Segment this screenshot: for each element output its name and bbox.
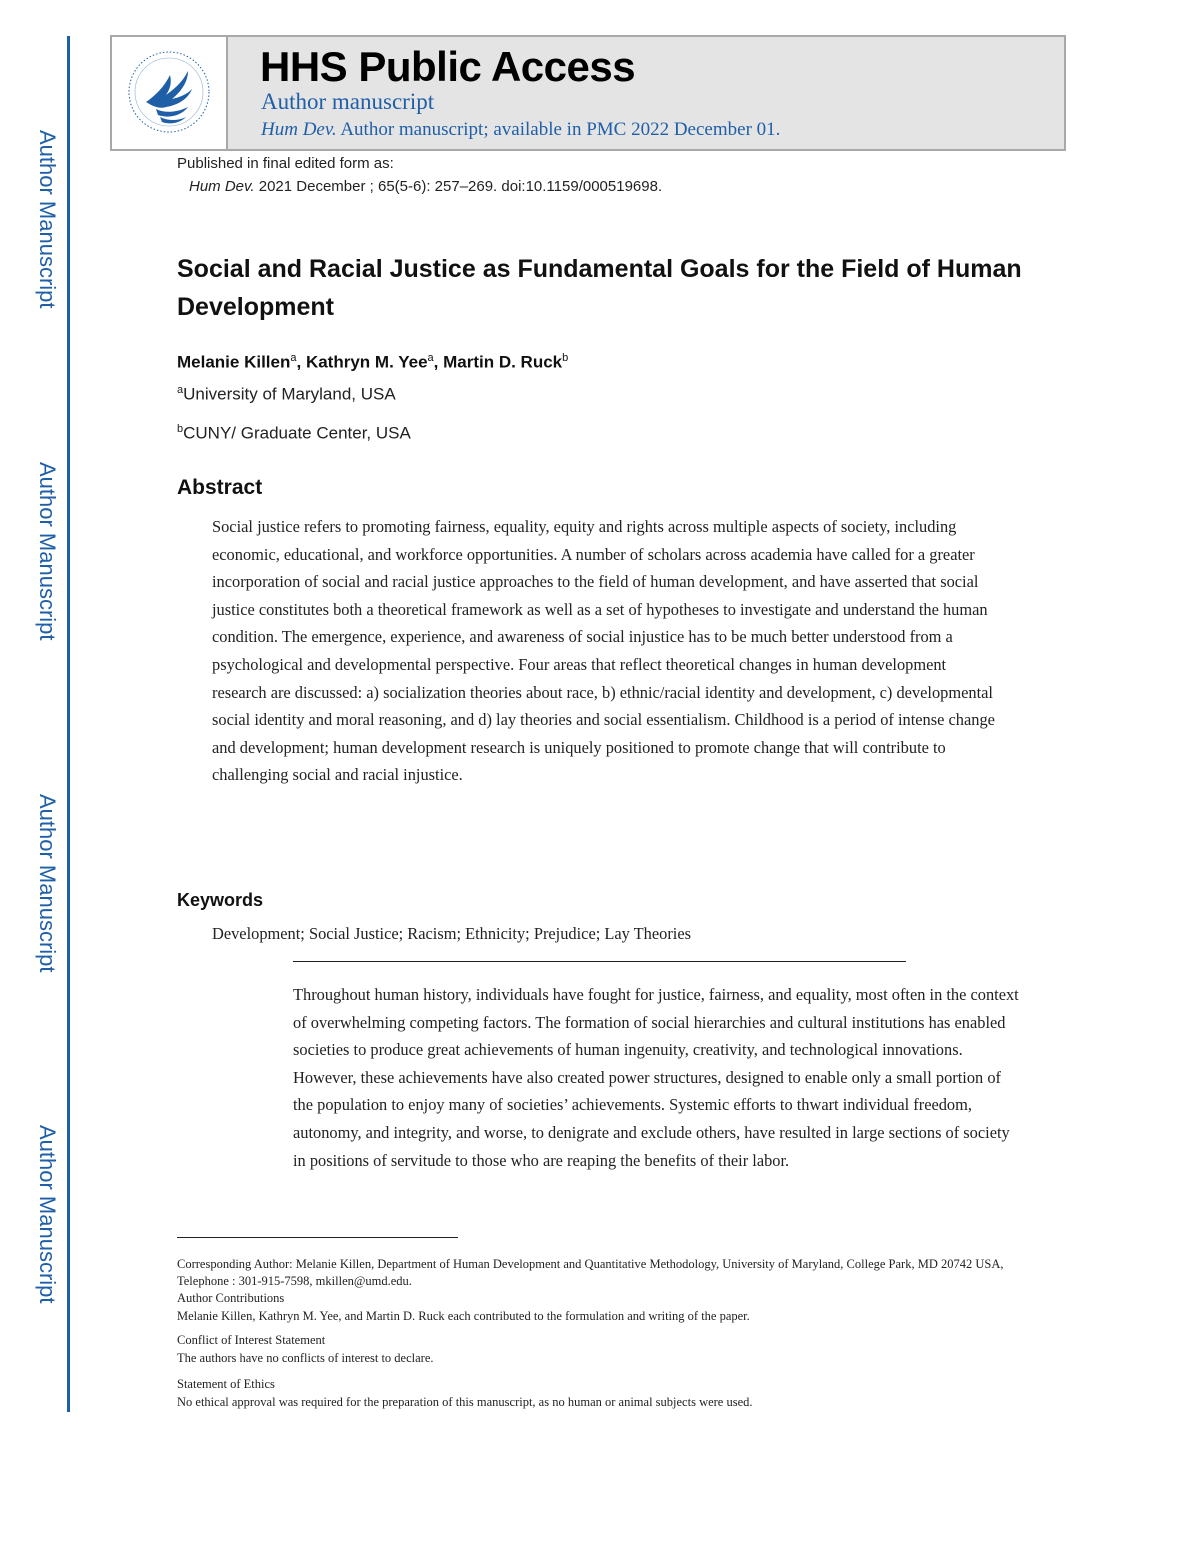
abstract-text: Social justice refers to promoting fairness, equality, equity and rights across multiple aspects of society, including economic, educational, and workforce opportunities. A number of scholars across academia have called for a greater incorporation of social and racial justice approaches to the field of human development, and have asserted that social justice constitutes both a theoretical framework as well as a set of hypotheses to investigate and understand the human condition. The emergence, experience, and awareness of social injustice has to be much better understood from a psychological and developmental perspective. Four areas that reflect theoretical changes in human development research are discussed: a) socialization theories about race, b) ethnic/racial identity and development, c) developmental social identity and moral reasoning, and d) lay theories and social essentialism. Childhood is a period of intense change and development; human development research is uniquely positioned to promote change that will contribute to challenging social and racial injustice. <box>212 517 995 785</box>
citation-journal: Hum Dev. <box>189 178 255 195</box>
conflict-note: The authors have no conflicts of interest to declare. <box>177 1351 434 1365</box>
ethics-heading: Statement of Ethics <box>177 1377 275 1391</box>
author-list <box>177 352 568 373</box>
author-name: Martin D. Ruck <box>443 352 563 372</box>
affiliation-mark: b <box>177 423 184 435</box>
affiliation-mark: b <box>562 352 569 364</box>
contributions-heading: Author Contributions <box>177 1291 285 1305</box>
abstract-heading: Abstract <box>177 476 263 499</box>
author-name: Kathryn M. Yee <box>305 352 428 372</box>
contributions-note: Melanie Killen, Kathryn M. Yee, and Martin D. Ruck each contributed to the formulation and writing of the paper. <box>177 1309 750 1323</box>
keywords-heading: Keywords <box>177 890 264 910</box>
hhs-title: HHS Public Access <box>260 43 636 90</box>
manuscript-label: Author manuscript <box>261 89 435 114</box>
hhs-eagle-seal-icon <box>126 47 212 137</box>
paper-title: Social and Racial Justice as Fundamental Goals for the Field of Human Development <box>177 255 1022 321</box>
section-divider <box>293 961 906 962</box>
citation-details: 2021 December ; 65(5-6): 257–269. doi:10.1159/000519698. <box>254 178 663 195</box>
journal-name: Hum Dev. <box>261 119 337 140</box>
affiliation-mark: a <box>427 352 434 364</box>
ethics-note: No ethical approval was required for the preparation of this manuscript, as no human or animal subjects were used. <box>177 1395 753 1409</box>
availability-text: Author manuscript; available in PMC 2022 December 01. <box>336 119 781 140</box>
affiliation-text: University of Maryland, USA <box>183 384 396 404</box>
affiliation-mark: a <box>290 352 297 364</box>
author-separator: , <box>433 352 444 372</box>
author-name: Melanie Killen <box>177 352 291 372</box>
hhs-header <box>110 35 1066 151</box>
title-cell <box>228 37 1064 149</box>
conflict-heading: Conflict of Interest Statement <box>177 1333 326 1347</box>
keywords-text: Development; Social Justice; Racism; Ethnicity; Prejudice; Lay Theories <box>212 924 692 943</box>
availability-line <box>261 119 780 141</box>
body-paragraph: Throughout human history, individuals have fought for justice, fairness, and equality, most often in the context of overwhelming competing factors. The formation of social hierarchies and cultural institutions has enabled societies to produce great achievements of human ingenuity, creativity, and technological innovations. However, these achievements have also created power structures, designed to enable only a small portion of the population to enjoy many of societies’ achievements. Systemic efforts to thwart individual freedom, autonomy, and integrity, and worse, to denigrate and exclude others, have resulted in large sections of society in positions of servitude to those who are reaping the benefits of their labor. <box>293 985 1019 1170</box>
affiliation <box>177 423 411 444</box>
published-label: Published in final edited form as: <box>177 155 394 172</box>
citation <box>189 178 662 195</box>
footnote-divider <box>177 1237 458 1238</box>
affiliation <box>177 384 396 405</box>
affiliation-mark: a <box>177 384 184 396</box>
author-separator: , <box>296 352 306 372</box>
logo-cell <box>112 37 228 149</box>
corresponding-author-note: Corresponding Author: Melanie Killen, Department of Human Development and Quantitative Methodology, University of Maryland, College Park, MD 20742 USA, Telephone : 301-915-7598, mkillen@umd.edu. <box>177 1257 1004 1288</box>
sidebar-rule <box>67 36 70 1412</box>
affiliation-text: CUNY/ Graduate Center, USA <box>183 423 411 443</box>
